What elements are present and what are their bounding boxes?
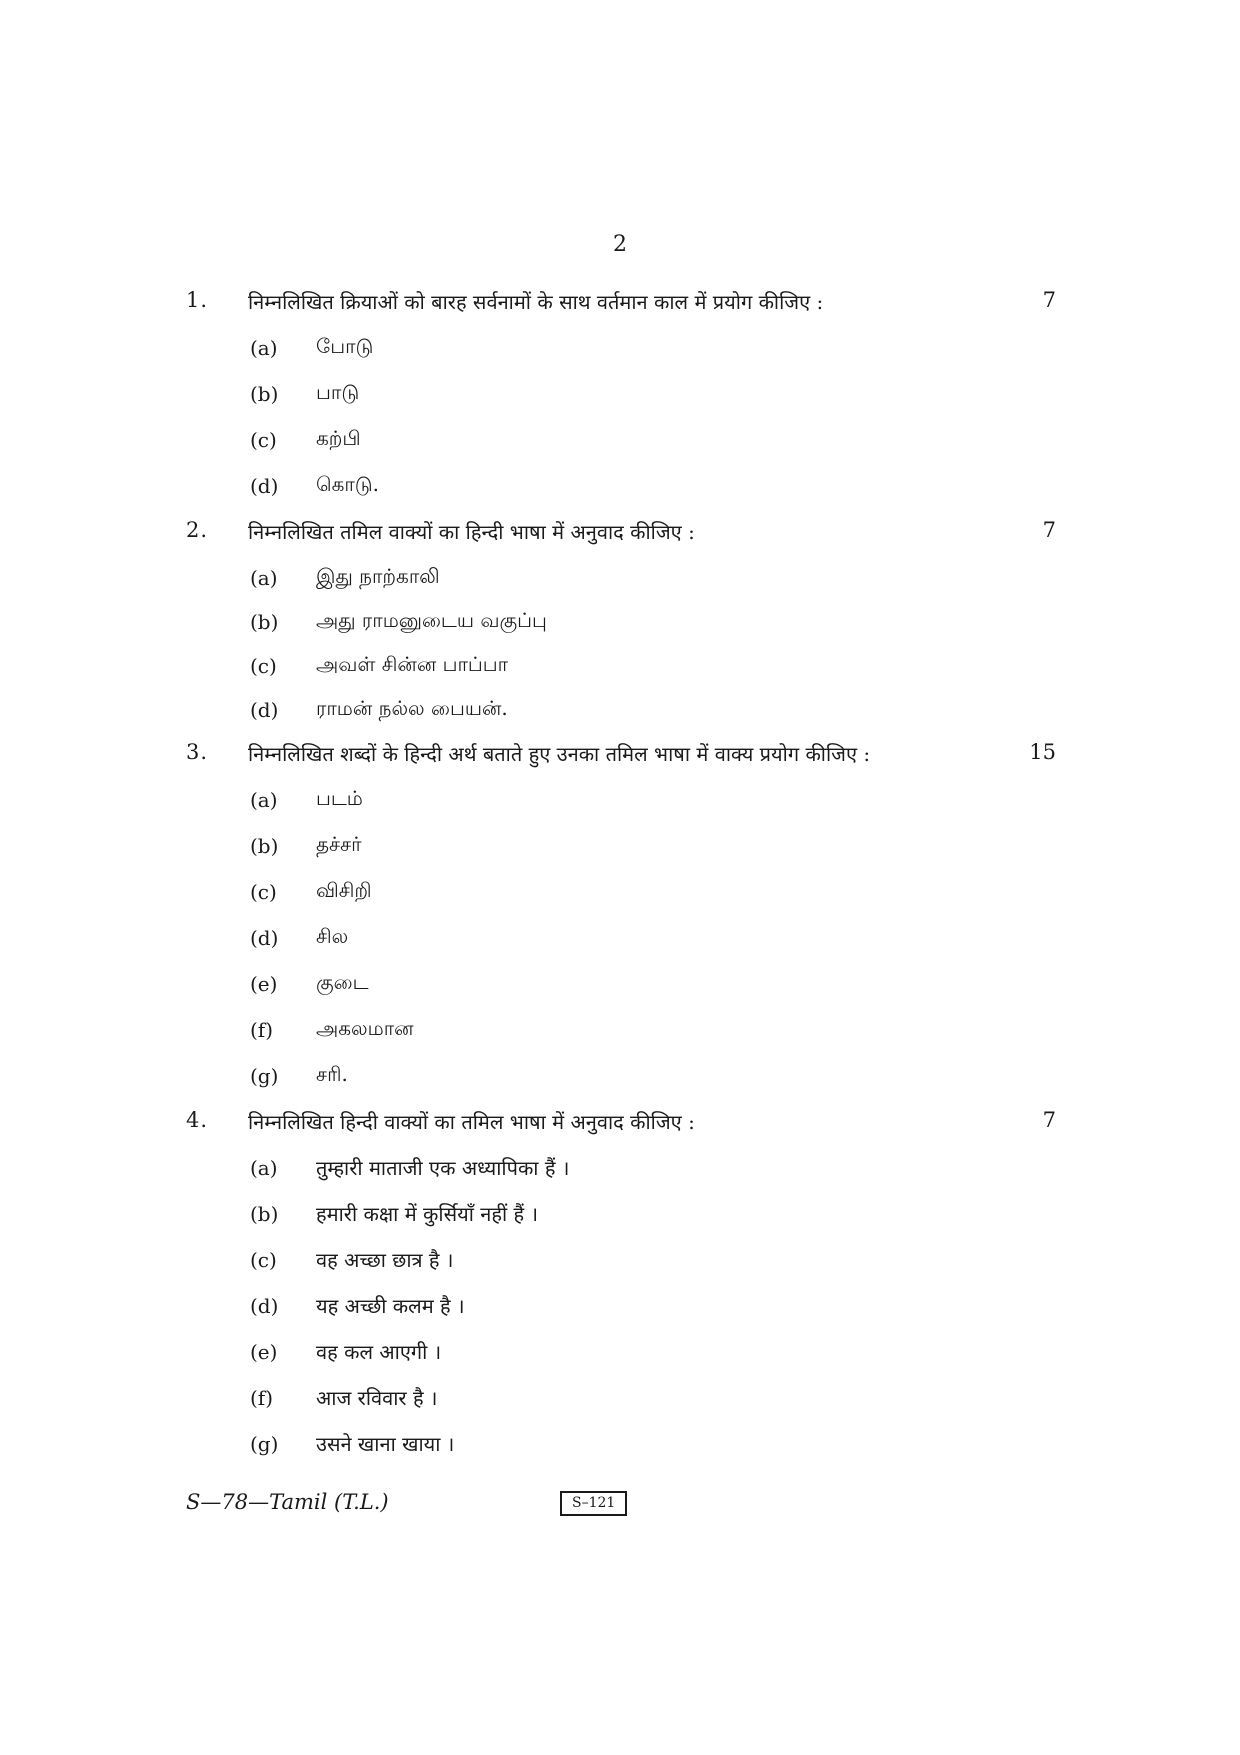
question-number: 4. (186, 1108, 209, 1132)
sub-item-text: படம் (316, 786, 363, 810)
sub-item-text: हमारी कक्षा में कुर्सियाँ नहीं हैं । (316, 1202, 539, 1226)
sub-item-label: (a) (250, 788, 278, 812)
sub-item-text: போடு (316, 334, 374, 358)
sub-item (186, 1246, 1056, 1292)
sub-item-text: वह कल आएगी । (316, 1340, 442, 1364)
question-number: 2. (186, 518, 209, 542)
page-number: 2 (613, 232, 627, 257)
sub-item-label: (f) (250, 1386, 274, 1410)
sub-item-text: यह अच्छी कलम है । (316, 1294, 465, 1318)
sub-item-label: (c) (250, 880, 277, 904)
sub-item-label: (a) (250, 566, 278, 590)
question-4 (186, 1108, 1056, 1476)
sub-item (186, 426, 1056, 472)
sub-item-label: (d) (250, 698, 279, 722)
sub-item (186, 472, 1056, 518)
question-2 (186, 518, 1056, 740)
sub-item (186, 832, 1056, 878)
sub-item-label: (c) (250, 1248, 277, 1272)
sub-item-text: கற்பி (316, 426, 361, 450)
question-marks: 7 (1042, 518, 1056, 542)
sub-item (186, 564, 1056, 608)
question-1 (186, 288, 1056, 518)
question-text: निम्नलिखित तमिल वाक्यों का हिन्दी भाषा में अनुवाद कीजिए : (248, 520, 695, 544)
sub-item-text: விசிறி (316, 878, 372, 902)
question-marks: 7 (1042, 288, 1056, 312)
question-marks: 15 (1029, 740, 1056, 764)
sub-item (186, 786, 1056, 832)
question-header (186, 740, 1056, 776)
sub-item-text: கொடு. (316, 472, 380, 496)
sub-item-text: சரி. (316, 1062, 348, 1086)
question-text: निम्नलिखित हिन्दी वाक्यों का तमिल भाषा में अनुवाद कीजिए : (248, 1110, 695, 1134)
question-header (186, 288, 1056, 324)
sub-item (186, 970, 1056, 1016)
sub-item-text: तुम्हारी माताजी एक अध्यापिका हैं । (316, 1156, 570, 1180)
question-marks: 7 (1042, 1108, 1056, 1132)
sub-item (186, 1154, 1056, 1200)
sub-item (186, 1016, 1056, 1062)
sub-item-list (186, 564, 1056, 740)
question-3 (186, 740, 1056, 1108)
sub-item-label: (b) (250, 610, 279, 634)
sub-item-label: (b) (250, 834, 279, 858)
sub-item-label: (a) (250, 1156, 278, 1180)
sub-item-text: அது ராமனுடைய வகுப்பு (316, 608, 547, 632)
sub-item (186, 696, 1056, 740)
paper-label: S—78—Tamil (T.L.) (186, 1490, 389, 1514)
sub-item-label: (g) (250, 1064, 279, 1088)
sub-item-list (186, 334, 1056, 518)
sub-item-label: (d) (250, 474, 279, 498)
question-header (186, 1108, 1056, 1144)
sub-item-label: (a) (250, 336, 278, 360)
sub-item-text: பாடு (316, 380, 360, 404)
sub-item-text: वह अच्छा छात्र है । (316, 1248, 454, 1272)
sub-item (186, 1384, 1056, 1430)
sub-item-label: (b) (250, 382, 279, 406)
sub-item (186, 380, 1056, 426)
paper-code-box: S–121 (560, 1491, 627, 1516)
sub-item-text: ராமன் நல்ல பையன். (316, 696, 508, 720)
sub-item (186, 1430, 1056, 1476)
sub-item-text: சில (316, 924, 349, 948)
sub-item-text: குடை (316, 970, 369, 994)
sub-item (186, 878, 1056, 924)
sub-item-label: (f) (250, 1018, 274, 1042)
sub-item-label: (b) (250, 1202, 279, 1226)
sub-item (186, 1292, 1056, 1338)
question-text: निम्नलिखित शब्दों के हिन्दी अर्थ बताते हुए उनका तमिल भाषा में वाक्य प्रयोग कीजिए : (248, 742, 871, 766)
question-header (186, 518, 1056, 554)
sub-item-text: தச்சர் (316, 832, 362, 856)
question-number: 1. (186, 288, 209, 312)
sub-item-list (186, 786, 1056, 1108)
question-number: 3. (186, 740, 209, 764)
sub-item (186, 924, 1056, 970)
sub-item-text: उसने खाना खाया । (316, 1432, 455, 1456)
sub-item-text: அவள் சின்ன பாப்பா (316, 652, 509, 676)
question-list (186, 288, 1056, 1476)
sub-item-text: அகலமான (316, 1016, 414, 1040)
sub-item-label: (c) (250, 428, 277, 452)
sub-item-label: (d) (250, 926, 279, 950)
sub-item (186, 334, 1056, 380)
sub-item-label: (d) (250, 1294, 279, 1318)
sub-item-text: இது நாற்காலி (316, 564, 440, 588)
sub-item (186, 1338, 1056, 1384)
sub-item-text: आज रविवार है । (316, 1386, 438, 1410)
sub-item-label: (e) (250, 1340, 278, 1364)
question-text: निम्नलिखित क्रियाओं को बारह सर्वनामों के साथ वर्तमान काल में प्रयोग कीजिए : (248, 290, 824, 314)
sub-item-list (186, 1154, 1056, 1476)
sub-item-label: (g) (250, 1432, 279, 1456)
sub-item (186, 1062, 1056, 1108)
sub-item-label: (e) (250, 972, 278, 996)
sub-item (186, 652, 1056, 696)
sub-item (186, 608, 1056, 652)
sub-item-label: (c) (250, 654, 277, 678)
sub-item (186, 1200, 1056, 1246)
